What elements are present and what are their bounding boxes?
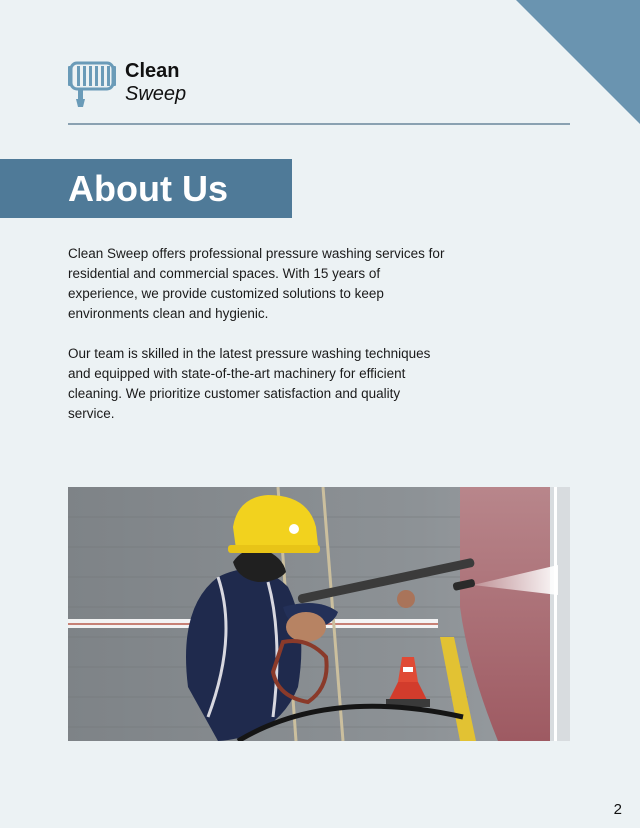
about-body xyxy=(68,244,448,444)
page-title: About Us xyxy=(68,168,228,209)
header-divider xyxy=(68,123,570,125)
brand-name: Clean xyxy=(125,60,180,82)
brand-tagline: Sweep xyxy=(125,83,187,105)
section-banner xyxy=(0,159,292,218)
page-number: 2 xyxy=(613,801,622,818)
brand-wordmark xyxy=(125,60,186,106)
about-paragraph-2: Our team is skilled in the latest pressure washing techniques and equipped with state-of-the-art machinery for efficient cleaning. We prioritize customer satisfaction and quality service. xyxy=(68,346,431,421)
pressure-hose-icon xyxy=(68,60,116,110)
brand-logo xyxy=(68,60,186,110)
corner-triangle-decoration xyxy=(516,0,640,124)
about-paragraph-1: Clean Sweep offers professional pressure washing services for residential and commercial spaces. With 15 years of experience, we provide customized solutions to keep environments clean and hygienic. xyxy=(68,246,445,321)
worker-pressure-washing-photo xyxy=(68,487,570,741)
